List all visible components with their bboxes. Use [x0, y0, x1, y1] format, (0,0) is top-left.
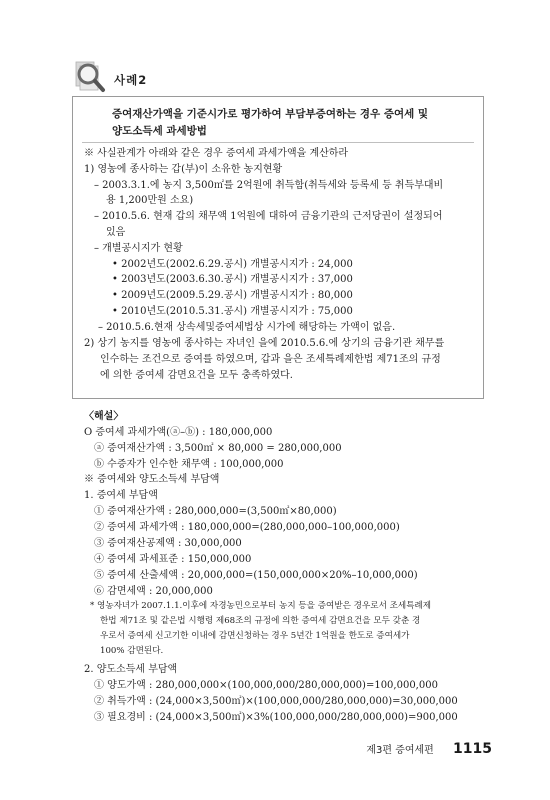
gift-tax-item: ② 증여세 과세가액 : 180,000,000=(280,000,000–100,000,000) [94, 522, 400, 533]
case-title-line-2: 양도소득세 과세방법 [112, 125, 207, 137]
fact-1-item: – 2010.5.6. 현재 갑의 채무액 1억원에 대하여 금융기관의 근저당권이 설정되어 [94, 211, 443, 222]
fact-2: 2) 상기 농지를 영농에 종사하는 자녀인 을에 2010.5.6.에 상기의 금융기관 채무를 [84, 338, 445, 349]
section-heading: 2. 양도소득세 부담액 [84, 664, 178, 675]
footer-section: 증여세편 [395, 745, 434, 756]
fact-1-item-cont: 있음 [106, 227, 126, 238]
fact-1: 1) 영농에 종사하는 갑(부)이 소유한 농지현황 [84, 164, 283, 175]
fact-1-item: – 개별공시지가 현황 [94, 243, 183, 254]
footnote: * 영농자녀가 2007.1.1.이후에 자경농민으로부터 농지 등을 증여받은 경우로서 조세특례제 [90, 601, 432, 611]
footnote-cont: 한법 제71조 및 같은법 시행령 제68조의 규정에 의한 증여세 감면요건을 모두 갖춘 경 [100, 616, 421, 626]
footnote-cont: 100% 감면된다. [100, 646, 164, 656]
commentary-line: ※ 증여세와 양도소득세 부담액 [84, 474, 220, 485]
title-separator [82, 142, 474, 143]
transfer-tax-item: ① 양도가액 : 280,000,000×(100,000,000/280,000,000)=100,000,000 [94, 680, 438, 691]
commentary-line: O 증여세 과세가액(ⓐ–ⓑ) : 180,000,000 [84, 427, 273, 438]
transfer-tax-item: ③ 필요경비 : (24,000×3,500㎡)×3%(100,000,000/280,000,000)=900,000 [94, 712, 458, 723]
commentary-line: ⓐ 증여재산가액 : 3,500㎡ × 80,000 = 280,000,000 [94, 443, 342, 454]
fact-1-item-cont: 용 1,200만원 소요) [106, 195, 194, 206]
footer-chapter: 제3편 [366, 745, 393, 756]
price-bullet: • 2002년도(2002.6.29.공시) 개별공시지가 : 24,000 [112, 259, 353, 270]
page-footer [366, 741, 492, 757]
case-title-line-1: 증여재산가액을 기준시가로 평가하여 부담부증여하는 경우 증여세 및 [112, 108, 429, 120]
fact-1-item: – 2003.3.1.에 농지 3,500㎡를 2억원에 취득함(취득세와 등록세 등 취득부대비 [94, 180, 444, 191]
price-bullet: • 2009년도(2009.5.29.공시) 개별공시지가 : 80,000 [112, 290, 353, 301]
fact-2-cont: 에 의한 증여세 감면요건을 모두 충족하였다. [100, 370, 293, 381]
fact-1-item: – 2010.5.6.현재 상속세및증여세법상 시가에 해당하는 가액이 없음. [98, 322, 396, 333]
gift-tax-item: ① 증여재산가액 : 280,000,000=(3,500㎡×80,000) [94, 506, 337, 517]
footnote-cont: 우로서 증여세 신고기한 이내에 감면신청하는 경우 5년간 1억원을 한도로 증여세가 [100, 631, 410, 641]
section-heading: 1. 증여세 부담액 [84, 490, 158, 501]
commentary-heading: 〈해설〉 [84, 411, 124, 422]
gift-tax-item: ⑥ 감면세액 : 20,000,000 [94, 586, 213, 597]
case-header [70, 58, 490, 98]
gift-tax-item: ③ 증여재산공제액 : 30,000,000 [94, 538, 242, 549]
gift-tax-item: ⑤ 증여세 산출세액 : 20,000,000=(150,000,000×20%–10,000,000) [94, 570, 418, 581]
commentary-line: ⓑ 수증자가 인수한 채무액 : 100,000,000 [94, 459, 284, 470]
fact-2-cont: 인수하는 조건으로 증여를 하였으며, 갑과 을은 조세특례제한법 제71조의 규정 [100, 354, 441, 365]
facts-heading: ※ 사실관계가 아래와 같은 경우 증여세 과세가액을 계산하라 [84, 148, 349, 159]
magnifier-icon [70, 58, 114, 98]
case-label: 사례2 [114, 73, 148, 87]
price-bullet: • 2003년도(2003.6.30.공시) 개별공시지가 : 37,000 [112, 274, 353, 285]
page-number: 1115 [453, 741, 492, 757]
transfer-tax-item: ② 취득가액 : (24,000×3,500㎡)×(100,000,000/280,000,000)=30,000,000 [94, 696, 458, 707]
gift-tax-item: ④ 증여세 과세표준 : 150,000,000 [94, 554, 252, 565]
price-bullet: • 2010년도(2010.5.31.공시) 개별공시지가 : 75,000 [112, 306, 353, 317]
